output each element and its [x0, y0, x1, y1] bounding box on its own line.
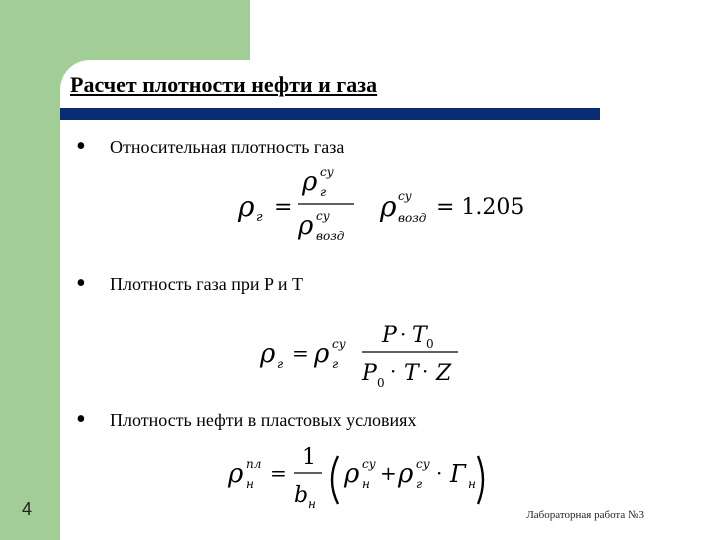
rho-symbol: ρ — [298, 211, 314, 241]
pressure-P: P — [382, 323, 397, 348]
title-underline-bar — [60, 108, 600, 120]
air-density-value: = 1.205 — [436, 195, 525, 220]
temperature-T: T — [404, 361, 419, 386]
rho-symbol: ρ — [260, 339, 276, 369]
superscript-su: су — [320, 165, 334, 179]
superscript-su: су — [332, 337, 346, 351]
subscript-n: н — [246, 477, 254, 491]
equals-sign: = — [292, 341, 309, 365]
rho-symbol: ρ — [228, 459, 244, 489]
multiply-dot: · — [400, 322, 407, 346]
subscript-zero: 0 — [377, 376, 385, 390]
temperature-T: T — [412, 323, 427, 348]
pressure-P: P — [362, 361, 377, 386]
formula-oil-density-reservoir — [226, 442, 506, 514]
gas-factor-gamma: Г — [450, 460, 466, 488]
left-parenthesis — [332, 456, 338, 504]
bullet-text-relative-density: Относительная плотность газа — [110, 137, 345, 157]
superscript-su: су — [316, 209, 330, 223]
rho-symbol: ρ — [238, 190, 255, 223]
multiply-dot: · — [436, 461, 443, 485]
equals-sign: = — [270, 461, 287, 485]
subscript-g: г — [256, 210, 263, 225]
multiply-dot: · — [390, 359, 397, 383]
compressibility-Z: Z — [436, 361, 452, 386]
formula-gas-density-pt — [258, 318, 468, 390]
bullet-marker: • — [76, 131, 86, 162]
subscript-g: г — [332, 357, 339, 371]
bullet-marker: • — [76, 268, 86, 299]
footer-text: Лабораторная работа №3 — [526, 509, 644, 521]
slide-number: 4 — [22, 499, 33, 519]
subscript-g: г — [416, 477, 423, 491]
green-side-decoration — [0, 0, 60, 540]
bullet-text-gas-density-pt: Плотность газа при P и T — [110, 274, 303, 294]
rho-symbol: ρ — [380, 190, 397, 223]
numerator-one: 1 — [302, 445, 316, 470]
rho-symbol: ρ — [314, 339, 330, 369]
multiply-dot: · — [422, 359, 429, 383]
equals-sign: = — [274, 195, 293, 220]
bullet-text-oil-density-reservoir: Плотность нефти в пластовых условиях — [110, 410, 417, 430]
bullet-marker: • — [76, 404, 86, 435]
subscript-g: г — [277, 357, 284, 371]
slide-title: Расчет плотности нефти и газа — [70, 72, 378, 97]
right-parenthesis — [478, 456, 483, 504]
superscript-su: су — [416, 457, 430, 471]
plus-sign: + — [380, 461, 397, 485]
superscript-su: су — [362, 457, 376, 471]
formation-factor-b: b — [294, 483, 309, 508]
subscript-n: н — [468, 477, 476, 491]
formula-relative-gas-density — [228, 160, 528, 244]
subscript-zero: 0 — [426, 337, 434, 351]
rho-symbol: ρ — [398, 459, 414, 489]
subscript-vozd: возд — [398, 211, 427, 225]
rho-symbol: ρ — [302, 167, 318, 197]
subscript-vozd: возд — [316, 229, 345, 243]
subscript-n: н — [362, 477, 370, 491]
rho-symbol: ρ — [344, 459, 360, 489]
subscript-g: г — [320, 185, 327, 199]
superscript-su: су — [398, 189, 412, 203]
subscript-n: н — [308, 497, 316, 511]
superscript-pl: пл — [246, 457, 262, 471]
